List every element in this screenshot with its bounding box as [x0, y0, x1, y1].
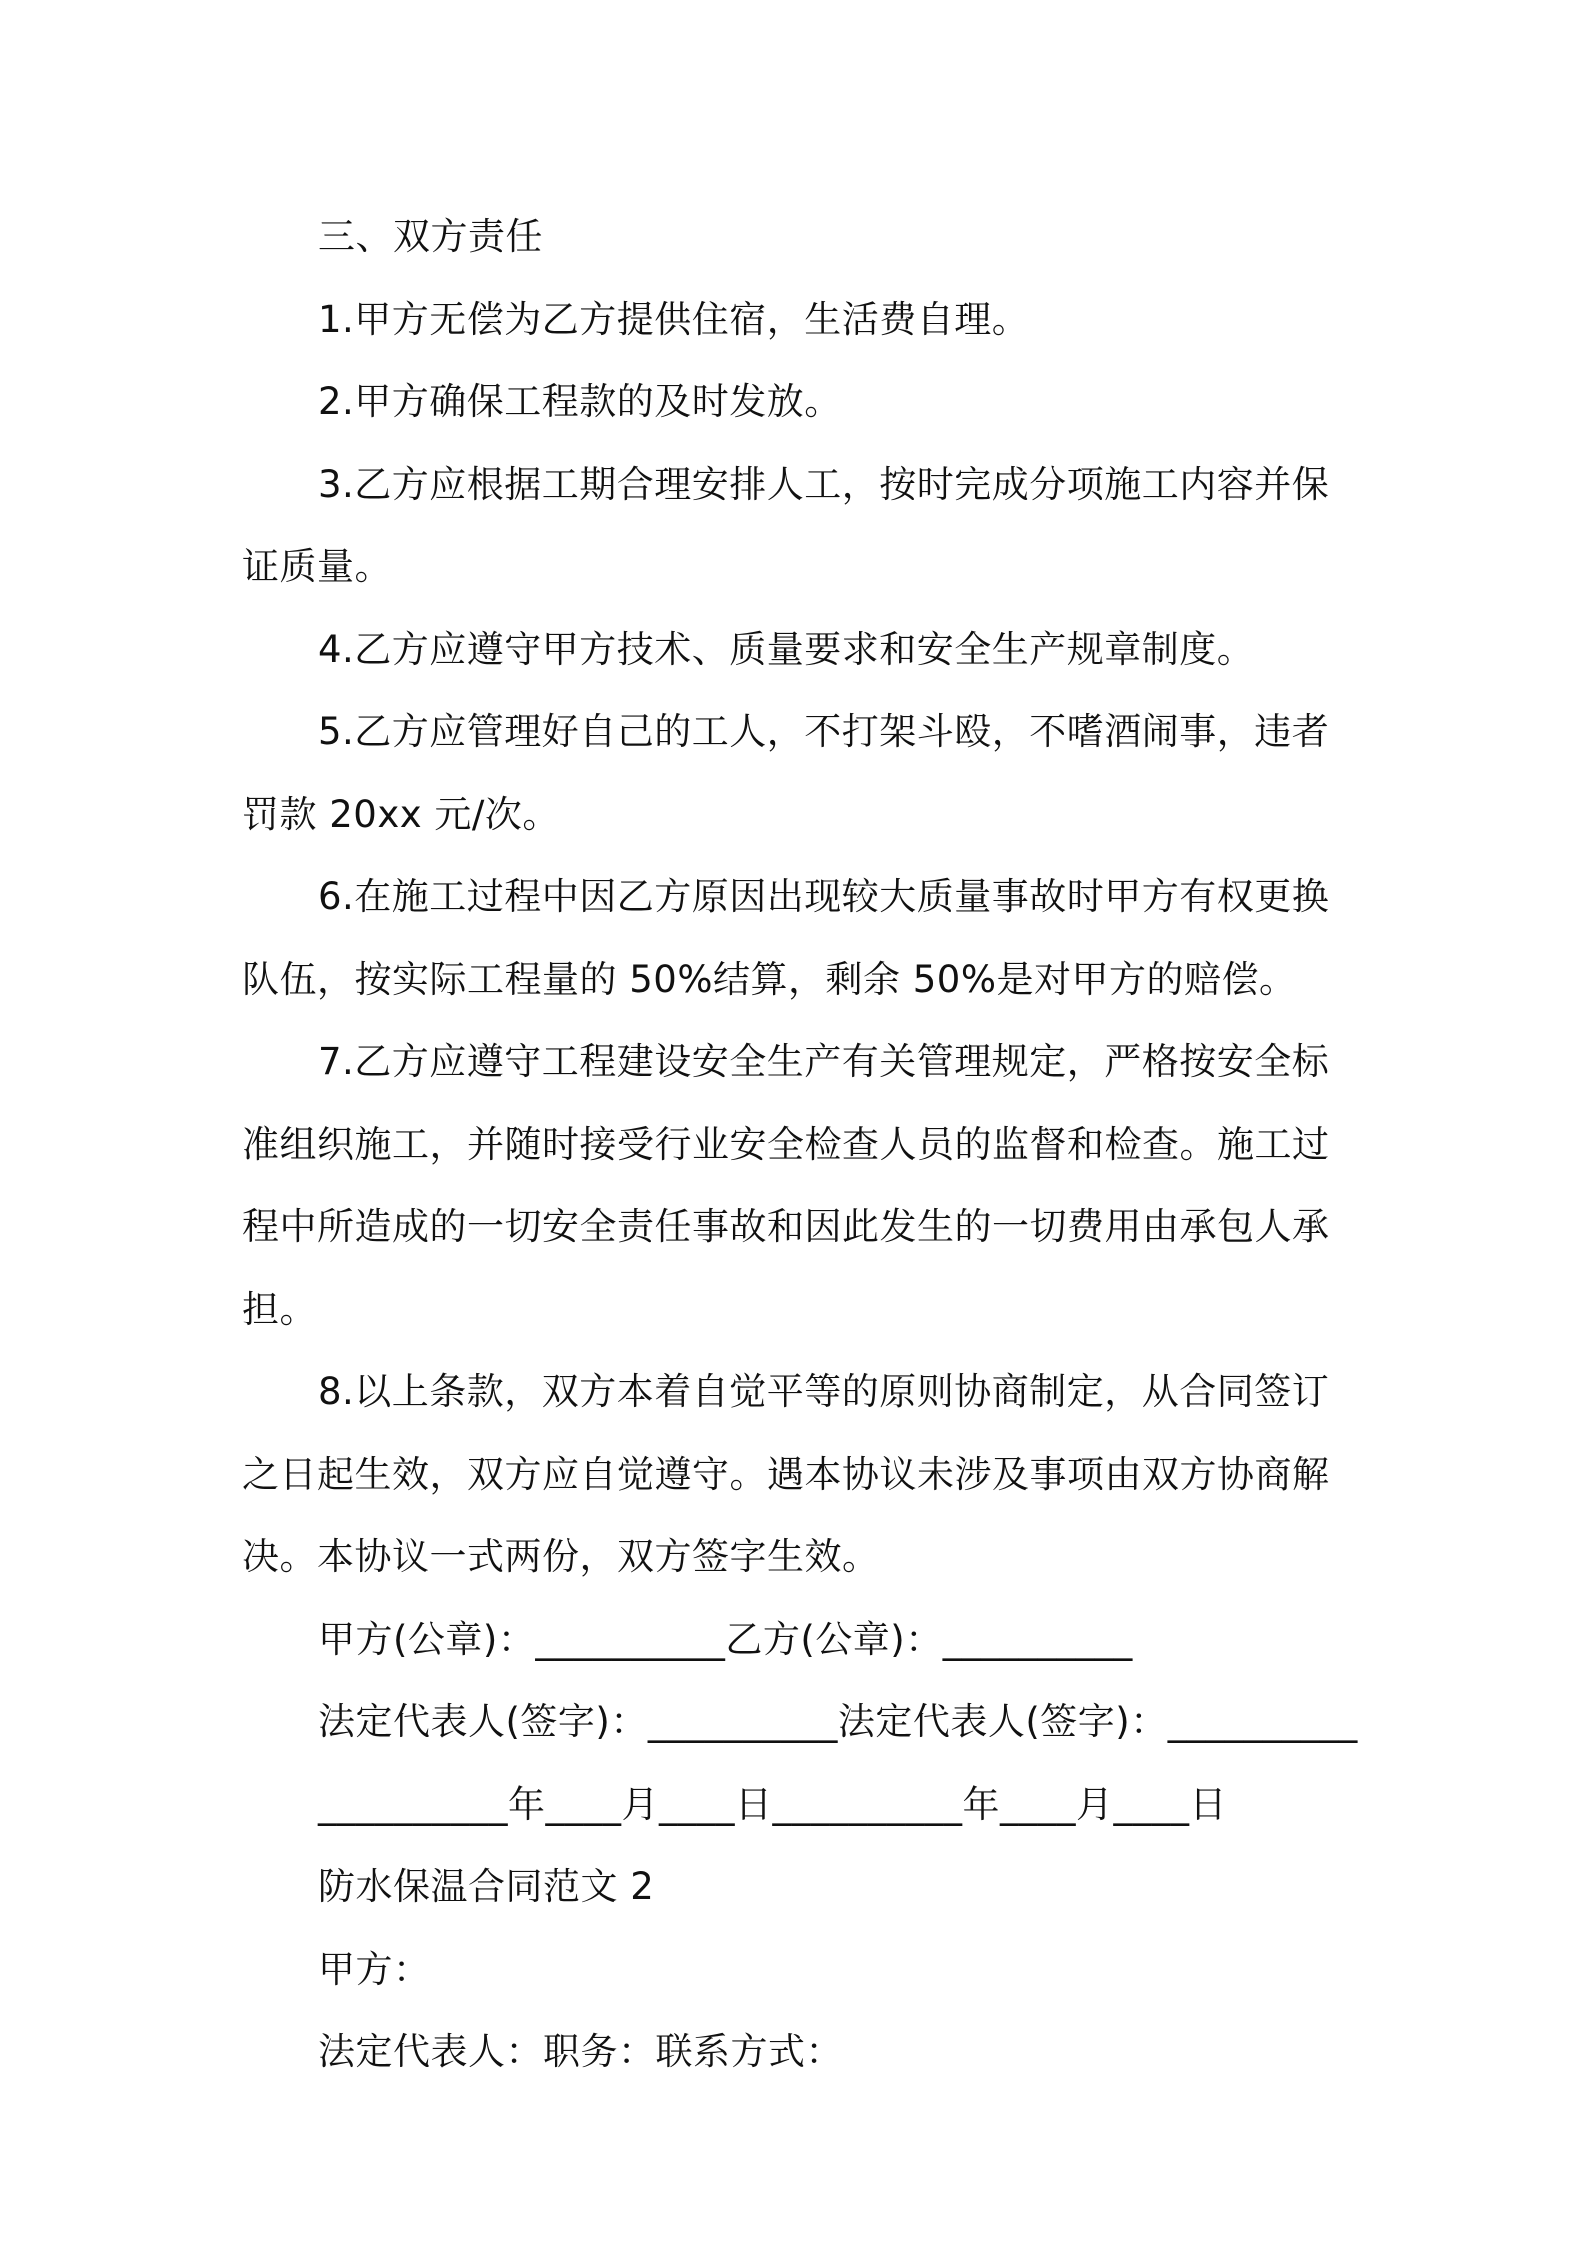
section-heading: 三、双方责任 — [318, 215, 543, 258]
clause-6: 6.在施工过程中因乙方原因出现较大质量事故时甲方有权更换队伍，按实际工程量的 50%结算，剩余 50%是对甲方的赔偿。 — [242, 875, 1330, 1001]
signature-date-line: __________年____月____日__________年____月____日 — [318, 1782, 1227, 1826]
clause-4: 4.乙方应遵守甲方技术、质量要求和安全生产规章制度。 — [318, 627, 1255, 671]
clause-5: 5.乙方应管理好自己的工人，不打架斗殴，不嗜酒闹事，违者罚款 20xx 元/次。 — [242, 710, 1330, 836]
clause-1: 1.甲方无偿为乙方提供住宿，生活费自理。 — [318, 297, 1030, 341]
party-a-label: 甲方： — [318, 1947, 431, 1991]
clause-8: 8.以上条款，双方本着自觉平等的原则协商制定，从合同签订之日起生效，双方应自觉遵守。遇本协议未涉及事项由双方协商解决。本协议一式两份，双方签字生效。 — [242, 1370, 1330, 1578]
next-contract-title: 防水保温合同范文 2 — [318, 1865, 655, 1908]
document-body — [242, 196, 1357, 2094]
signature-representative-line: 法定代表人(签字)：__________法定代表人(签字)：__________ — [318, 1700, 1358, 1743]
clause-3: 3.乙方应根据工期合理安排人工，按时完成分项施工内容并保证质量。 — [242, 462, 1330, 588]
clause-7: 7.乙方应遵守工程建设安全生产有关管理规定，严格按安全标准组织施工，并随时接受行业安全检查人员的监督和检查。施工过程中所造成的一切安全责任事故和因此发生的一切费用由承包人承担。 — [242, 1040, 1330, 1331]
signature-party-line: 甲方(公章)：__________乙方(公章)：__________ — [318, 1617, 1133, 1661]
clause-2: 2.甲方确保工程款的及时发放。 — [318, 380, 842, 423]
representative-info: 法定代表人：职务：联系方式： — [318, 2030, 843, 2073]
